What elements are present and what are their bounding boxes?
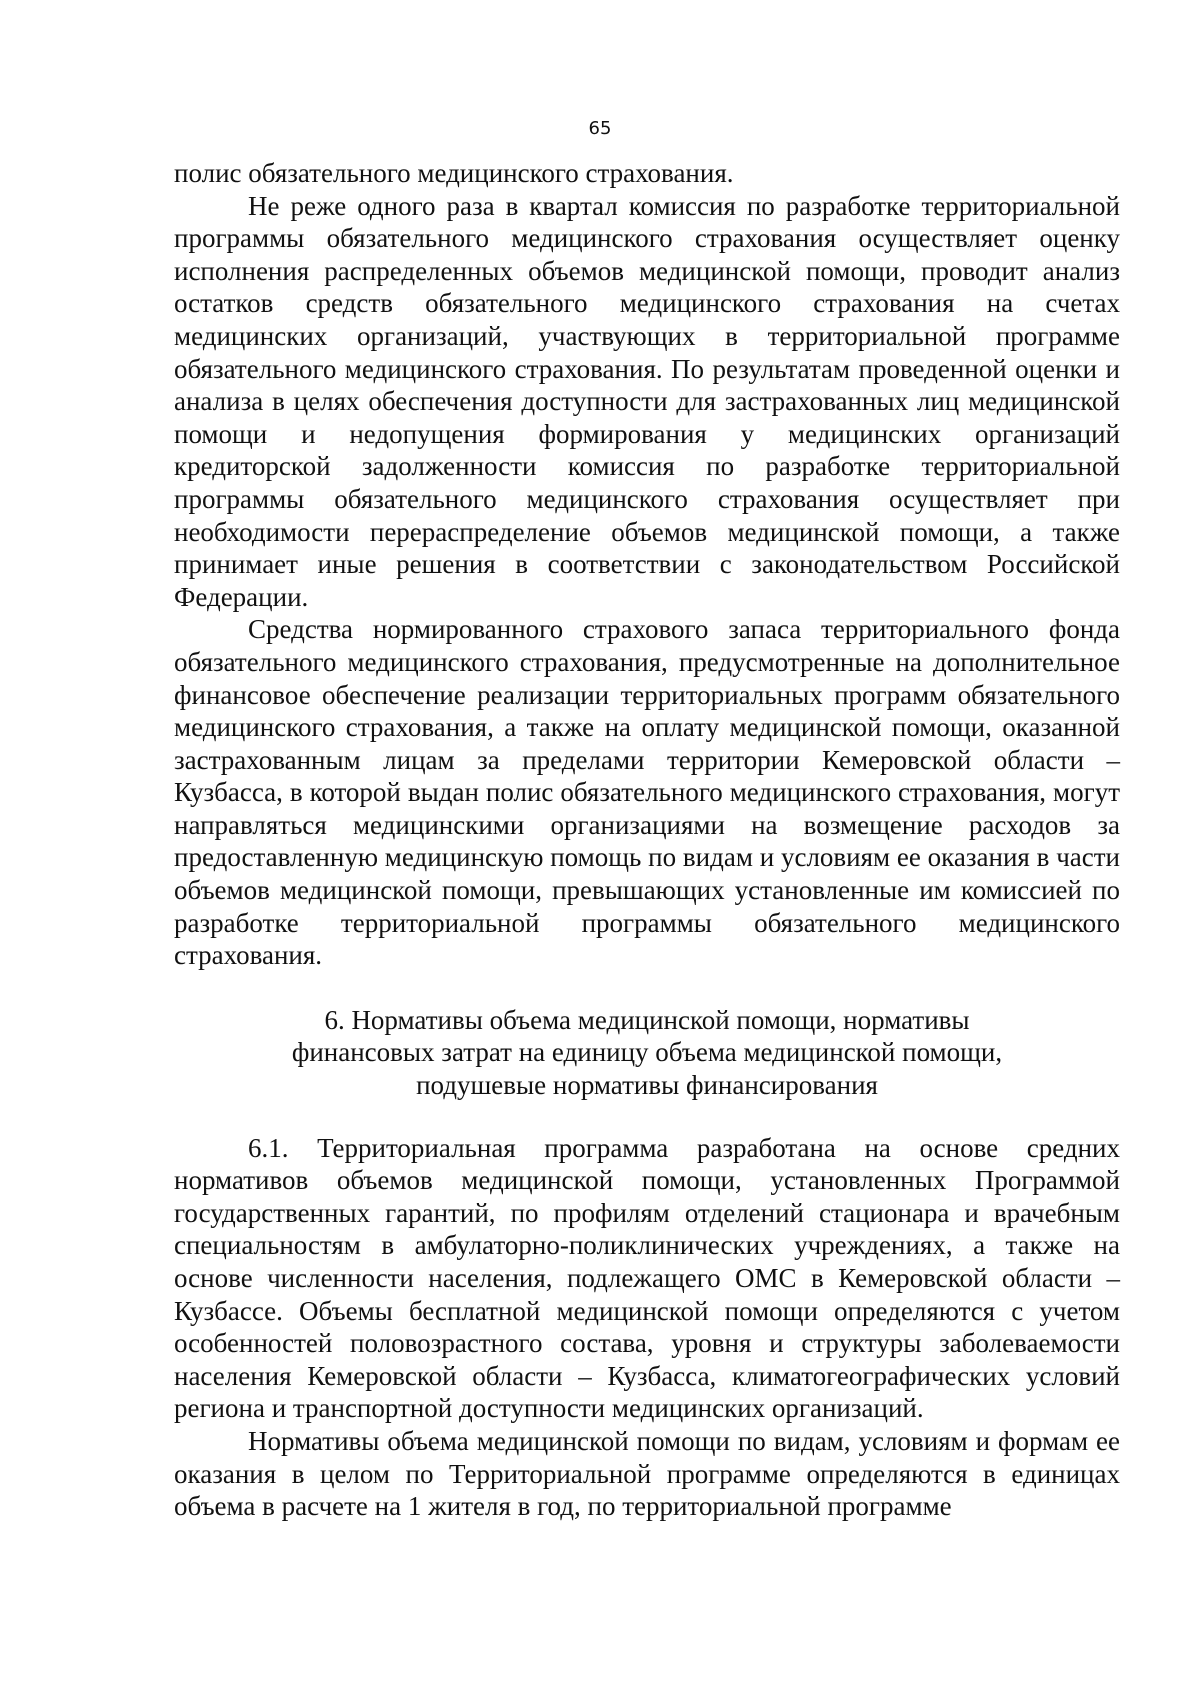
section-heading-line: финансовых затрат на единицу объема медицинской помощи, xyxy=(291,1037,1003,1068)
paragraph-commission-review: Не реже одного раза в квартал комиссия по разработке территориальной программы обязательного медицинского страхования осуществляет оценку исполнения распределенных объемов медицинской помощи, проводит анализ остатков средств обязательного медицинского страхования на счетах медицинских организаций, участвующих в территориальной программе обязательного медицинского страхования. По результатам проведенной оценки и анализа в целях обеспечения доступности для застрахованных лиц медицинской помощи и недопущения формирования у медицинских организаций кредиторской задолженности комиссия по разработке территориальной программы обязательного медицинского страхования осуществляет при необходимости перераспределение объемов медицинской помощи, а также принимает иные решения в соответствии с законодательством Российской Федерации. xyxy=(174,190,1120,612)
section-heading-line: 6. Нормативы объема медицинской помощи, нормативы xyxy=(324,1004,970,1035)
paragraph-volume-norms: Нормативы объема медицинской помощи по видам, условиям и формам ее оказания в целом по Территориальной программе определяются в единицах объема в расчете на 1 жителя в год, по территориальной программе xyxy=(174,1425,1120,1522)
paragraph-continuation: полис обязательного медицинского страхования. xyxy=(174,158,734,188)
paragraph-insurance-reserve: Средства нормированного страхового запаса территориального фонда обязательного медицинского страхования, предусмотренные на дополнительное финансовое обеспечение реализации территориальных программ обязательного медицинского страхования, а также на оплату медицинской помощи, оказанной застрахованным лицам за пределами территории Кемеровской области – Кузбасса, в которой выдан полис обязательного медицинского страхования, могут направляться медицинскими организациями на возмещение расходов за предоставленную медицинскую помощь по видам и условиям ее оказания в части объемов медицинской помощи, превышающих установленные им комиссией по разработке территориальной программы обязательного медицинского страхования. xyxy=(174,614,1120,971)
page-number: 65 xyxy=(588,118,612,139)
section-heading-line: подушевые нормативы финансирования xyxy=(416,1070,878,1101)
section-heading xyxy=(174,1004,1120,1102)
paragraph-6-1: 6.1. Территориальная программа разработана на основе средних нормативов объемов медицинской помощи, установленных Программой государственных гарантий, по профилям отделений стационара и врачебным специальностям в амбулаторно-поликлинических учреждениях, а также на основе численности населения, подлежащего ОМС в Кемеровской области – Кузбассе. Объемы бесплатной медицинской помощи определяются с учетом особенностей половозрастного состава, уровня и структуры заболеваемости населения Кемеровской области – Кузбасса, климатогеографических условий региона и транспортной доступности медицинских организаций. xyxy=(174,1132,1120,1424)
document-body xyxy=(174,157,1120,1523)
